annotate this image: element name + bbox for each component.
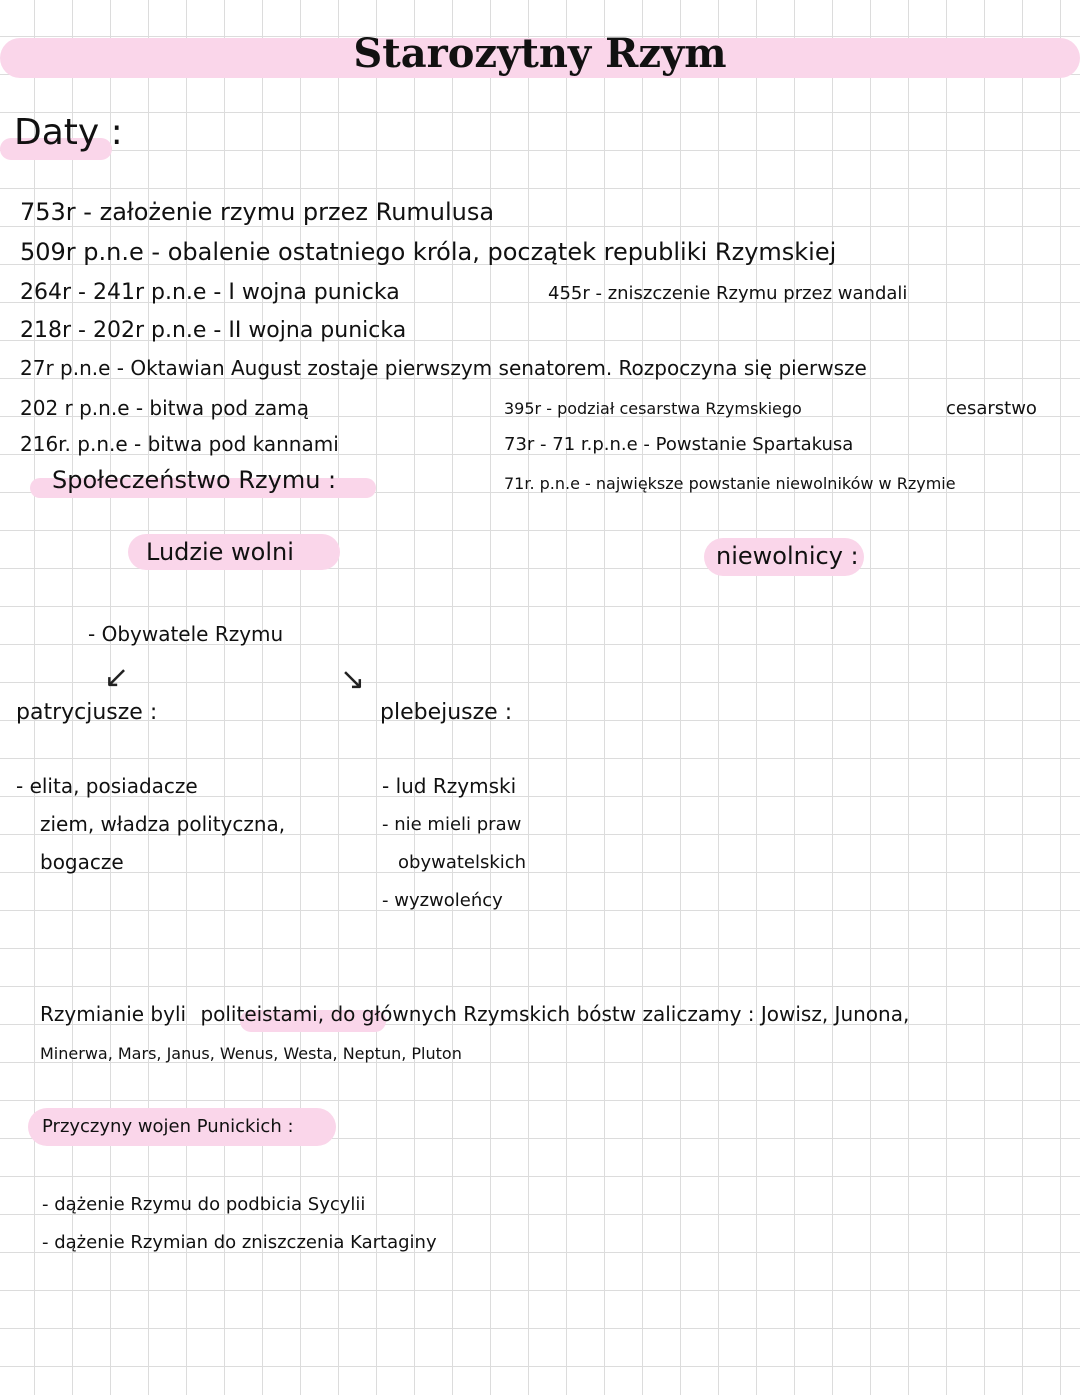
date-entry: 218r - 202r p.n.e - II wojna punicka	[20, 318, 407, 343]
date-entry: 73r - 71 r.p.n.e - Powstanie Spartakusa	[504, 434, 854, 455]
obywatele-label: - Obywatele Rzymu	[88, 622, 284, 646]
patrycjusze-heading: patrycjusze :	[16, 700, 158, 725]
date-entry: 71r. p.n.e - największe powstanie niewolników w Rzymie	[504, 474, 956, 493]
bostwa-highlight-word: politeistami	[200, 1002, 318, 1026]
date-entry: cesarstwo	[946, 398, 1037, 419]
niewolnicy-label: niewolnicy :	[716, 542, 859, 570]
plebejusze-line: - wyzwoleńcy	[382, 890, 503, 911]
date-entry: 202 r p.n.e - bitwa pod zamą	[20, 396, 309, 420]
przyczyny-item: - dążenie Rzymu do podbicia Sycylii	[42, 1194, 366, 1215]
przyczyny-heading: Przyczyny wojen Punickich :	[42, 1116, 294, 1137]
bostwa-start: Rzymianie byli	[40, 1002, 187, 1026]
patrycjusze-line: ziem, władza polityczna,	[40, 812, 286, 836]
plebejusze-heading: plebejusze :	[380, 700, 513, 725]
bostwa-line	[40, 1002, 909, 1026]
ludzie-wolni-label: Ludzie wolni	[146, 538, 294, 566]
plebejusze-line: obywatelskich	[398, 852, 527, 873]
bostwa-list: Minerwa, Mars, Janus, Wenus, Westa, Neptun, Pluton	[40, 1044, 462, 1063]
arrow-down-left-icon: ↙	[104, 660, 130, 695]
plebejusze-line: - lud Rzymski	[382, 774, 517, 798]
arrow-down-right-icon: ↘	[340, 662, 366, 697]
date-entry: 264r - 241r p.n.e - I wojna punicka	[20, 280, 400, 305]
daty-heading: Daty :	[14, 112, 123, 153]
przyczyny-item: - dążenie Rzymian do zniszczenia Kartaginy	[42, 1232, 437, 1253]
date-entry: 509r p.n.e - obalenie ostatniego króla, początek republiki Rzymskiej	[20, 238, 837, 266]
page-title: Starozytny Rzym	[353, 30, 727, 77]
patrycjusze-line: - elita, posiadacze	[16, 774, 198, 798]
plebejusze-line: - nie mieli praw	[382, 814, 522, 835]
date-entry: 455r - zniszczenie Rzymu przez wandali	[548, 283, 908, 304]
bostwa-end: , do głównych Rzymskich bóstw zaliczamy : Jowisz, Junona,	[317, 1002, 910, 1026]
date-entry: 27r p.n.e - Oktawian August zostaje pierwszym senatorem. Rozpoczyna się pierwsze	[20, 356, 867, 380]
spoleczenstwo-heading: Społeczeństwo Rzymu :	[52, 466, 337, 494]
date-entry: 216r. p.n.e - bitwa pod kannami	[20, 432, 339, 456]
patrycjusze-line: bogacze	[40, 850, 124, 874]
date-entry: 753r - założenie rzymu przez Rumulusa	[20, 198, 495, 226]
date-entry: 395r - podział cesarstwa Rzymskiego	[504, 399, 802, 418]
